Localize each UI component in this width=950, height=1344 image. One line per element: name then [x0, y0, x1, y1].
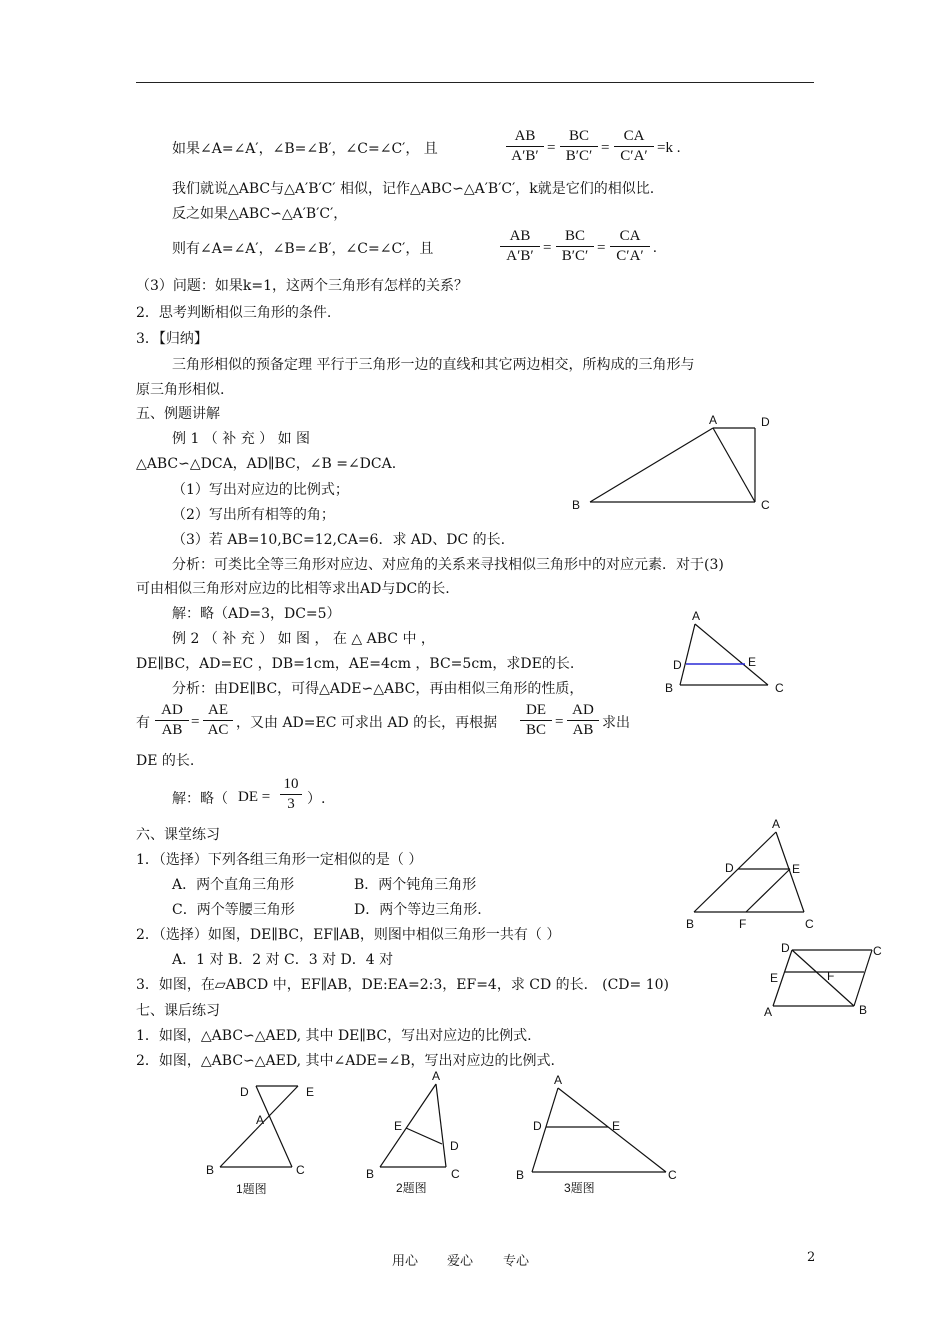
ratio-tail: .: [653, 240, 657, 256]
vertex-label: A: [772, 817, 781, 831]
example1-solution: 解：略（AD=3，DC=5）: [172, 606, 341, 622]
figure-caption: 2题图: [396, 1181, 427, 1195]
footer-left: 用心: [392, 1254, 419, 1269]
segment-ef: [746, 869, 790, 912]
vertex-label: D: [533, 1119, 542, 1133]
text-item2: 2．思考判断相似三角形的条件.: [136, 305, 332, 321]
text-item3: 3．【归纳】: [136, 331, 208, 347]
vertex-label: A: [692, 609, 701, 623]
example1-q2: （2）写出所有相等的角；: [172, 507, 335, 523]
segment-ac: [713, 428, 755, 502]
vertex-label: A: [764, 1005, 773, 1019]
text-line3: 反之如果△ABC∽△A′B′C′，: [172, 206, 348, 222]
section-heading-7: 七、课后练习: [136, 1003, 220, 1019]
example2-given: DE∥BC，AD=EC ，DB=1cm，AE=4cm ，BC=5cm，求DE的长.: [136, 656, 575, 672]
figure-homework3: [510, 1068, 690, 1198]
frac-den: A′B′: [511, 148, 539, 164]
fraction-bc: [560, 128, 598, 165]
equals-sign: =: [555, 714, 564, 730]
vertex-label: B: [366, 1167, 375, 1181]
vertex-label: C: [761, 498, 770, 512]
fraction-bc: [556, 228, 594, 265]
frac-num: BC: [568, 128, 589, 144]
example2-analysis: 分析：由DE∥BC，可得△ADE∽△ABC，再由相似三角形的性质，: [172, 681, 584, 697]
vertex-label: C: [451, 1167, 460, 1181]
vertex-label: A: [432, 1069, 441, 1083]
fraction-ca: [614, 128, 654, 165]
equals-sign: =: [543, 240, 552, 256]
homework2: 2．如图，△ABC∽△AED, 其中∠ADE=∠B，写出对应边的比例式.: [136, 1053, 555, 1069]
figure-example1: [560, 410, 790, 520]
vertex-label: C: [805, 917, 814, 931]
vertex-label: E: [792, 862, 801, 876]
vertex-label: A: [709, 413, 718, 427]
frac-den: AB: [572, 722, 594, 738]
frac-den: B′C′: [565, 148, 593, 164]
frac-den: 3: [287, 796, 295, 812]
vertex-label: B: [516, 1168, 525, 1182]
figure-caption: 3题图: [564, 1181, 595, 1195]
example2-tail2: DE 的长.: [136, 753, 195, 769]
practice1-option-a: A．两个直角三角形: [172, 877, 295, 893]
vertex-label: D: [725, 861, 734, 875]
vertex-label: B: [686, 917, 695, 931]
vertex-label: E: [306, 1085, 315, 1099]
frac-num: AD: [572, 702, 594, 718]
vertex-label: E: [770, 971, 779, 985]
figure-caption: 1题图: [236, 1182, 267, 1196]
page-number: 2: [807, 1250, 816, 1265]
practice1-option-d: D．两个等边三角形.: [354, 902, 482, 918]
vertex-label: A: [256, 1113, 265, 1127]
segment-ab: [380, 1084, 436, 1167]
fraction-ad-ab: [155, 702, 189, 739]
frac-num: AD: [161, 702, 183, 718]
homework1: 1．如图，△ABC∽△AED, 其中 DE∥BC，写出对应边的比例式.: [136, 1028, 532, 1044]
vertex-label: D: [781, 941, 790, 955]
text-line2: 我们就说△ABC与△A′B′C′ 相似，记作△ABC∽△A′B′C′，k就是它们的相似比.: [172, 181, 655, 197]
frac-num: BC: [564, 228, 585, 244]
vertex-label: B: [206, 1163, 215, 1177]
fraction-de-bc: [520, 702, 552, 739]
frac-num: AB: [509, 228, 531, 244]
frac-num: CA: [619, 228, 641, 244]
frac-den: BC: [525, 722, 546, 738]
vertex-label: E: [612, 1119, 621, 1133]
example1-analysis2: 可由相似三角形对应边的比相等求出AD与DC的长.: [136, 581, 450, 597]
equals-sign: =: [191, 714, 200, 730]
practice3: 3．如图，在▱ABCD 中，EF∥AB，DE:EA=2:3，EF=4，求 CD 的长． (CD= 10): [136, 977, 669, 993]
text-line4-prefix: 则有∠A=∠A′，∠B=∠B′，∠C=∠C′，且: [172, 241, 434, 257]
frac-den: AB: [161, 722, 183, 738]
vertex-label: C: [296, 1163, 305, 1177]
example2-tail: 求出: [602, 715, 630, 731]
frac-den: B′C′: [561, 248, 589, 264]
figure-practice2: [680, 812, 830, 937]
fraction-ae-ac: [203, 702, 233, 739]
figure-example2: [660, 608, 800, 698]
frac-num: AB: [514, 128, 536, 144]
frac-den: AC: [207, 722, 229, 738]
segment-ab: [694, 832, 776, 912]
figure-homework1: [200, 1078, 330, 1198]
segment-ab: [680, 624, 695, 685]
frac-num: AE: [208, 702, 228, 718]
fraction-ab: [500, 228, 540, 265]
vertex-label: D: [761, 415, 770, 429]
vertex-label: F: [739, 917, 747, 931]
frac-num: 10: [283, 776, 299, 792]
example2-heading: 例 2 （ 补 充 ） 如 图 ， 在 △ ABC 中 ，: [172, 631, 435, 647]
vertex-label: D: [450, 1139, 459, 1153]
example2-mid: ，又由 AD=EC 可求出 AD 的长，再根据: [236, 715, 498, 731]
vertex-label: B: [572, 498, 581, 512]
fraction-ab: [506, 128, 544, 165]
figure-homework2: [360, 1068, 470, 1198]
vertex-label: C: [668, 1168, 677, 1182]
vertex-label: A: [554, 1073, 563, 1087]
segment-ed: [406, 1128, 442, 1144]
example1-q1: （1）写出对应边的比例式；: [172, 482, 349, 498]
footer-right: 专心: [503, 1254, 530, 1269]
frac-num: DE: [526, 702, 546, 718]
practice1-option-c: C．两个等腰三角形: [172, 902, 295, 918]
vertex-label: C: [873, 944, 882, 958]
figure-practice3: [760, 938, 890, 1023]
section-heading-6: 六、课堂练习: [136, 827, 220, 843]
text-question3: （3）问题：如果k=1，这两个三角形有怎样的关系？: [136, 278, 469, 294]
frac-num: CA: [623, 128, 645, 144]
footer-mid: 爱心: [447, 1254, 474, 1269]
header-rule: [136, 82, 814, 83]
equals-sign: =: [597, 240, 606, 256]
practice2: 2．（选择）如图，DE∥BC，EF∥AB，则图中相似三角形一共有（ ）: [136, 927, 561, 943]
text-theorem-line2: 原三角形相似.: [136, 382, 225, 398]
vertex-label: B: [859, 1003, 868, 1017]
frac-den: C′A′: [620, 148, 648, 164]
example2-have: 有: [136, 715, 150, 731]
practice1-option-b: B．两个钝角三角形: [354, 877, 477, 893]
practice1: 1．（选择）下列各组三角形一定相似的是（ ）: [136, 852, 423, 868]
practice2-options: A．1 对 B．2 对 C．3 对 D．4 对: [172, 952, 394, 968]
frac-den: C′A′: [616, 248, 644, 264]
segment-cb: [854, 950, 872, 1006]
vertex-label: E: [394, 1119, 403, 1133]
solution-lhs: DE =: [238, 789, 271, 805]
section-heading-5: 五、例题讲解: [136, 406, 220, 422]
fraction-10-3: [280, 776, 302, 813]
example1-heading: 例 1 （ 补 充 ） 如 图: [172, 431, 311, 447]
equals-sign: =: [547, 140, 556, 156]
vertex-label: D: [240, 1085, 249, 1099]
fraction-ca: [610, 228, 650, 265]
example1-analysis1: 分析：可类比全等三角形对应边、对应角的关系来寻找相似三角形中的对应元素．对于(3): [172, 557, 724, 573]
fraction-ad-ab-2: [567, 702, 599, 739]
text-line1-prefix: 如果∠A=∠A′，∠B=∠B′，∠C=∠C′， 且: [172, 141, 438, 157]
example2-solution-suffix: ）.: [307, 791, 326, 807]
vertex-label: C: [775, 681, 784, 695]
segment-db: [792, 950, 854, 1006]
example2-solution-prefix: 解：略（: [172, 791, 228, 807]
text-theorem-line1: 三角形相似的预备定理 平行于三角形一边的直线和其它两边相交，所构成的三角形与: [172, 357, 695, 373]
example1-q3: （3）若 AB=10,BC=12,CA=6．求 AD、DC 的长.: [172, 532, 506, 548]
segment-ac: [436, 1084, 446, 1167]
vertex-label: F: [827, 969, 835, 983]
vertex-label: B: [665, 681, 674, 695]
vertex-label: E: [748, 655, 757, 669]
ratio-tail: =k .: [657, 140, 681, 156]
vertex-label: D: [673, 658, 682, 672]
equals-sign: =: [601, 140, 610, 156]
segment-ab: [590, 428, 713, 502]
frac-den: A′B′: [506, 248, 534, 264]
example1-given: △ABC∽△DCA，AD∥BC，∠B =∠DCA.: [136, 456, 397, 472]
segment-ac: [695, 624, 768, 685]
